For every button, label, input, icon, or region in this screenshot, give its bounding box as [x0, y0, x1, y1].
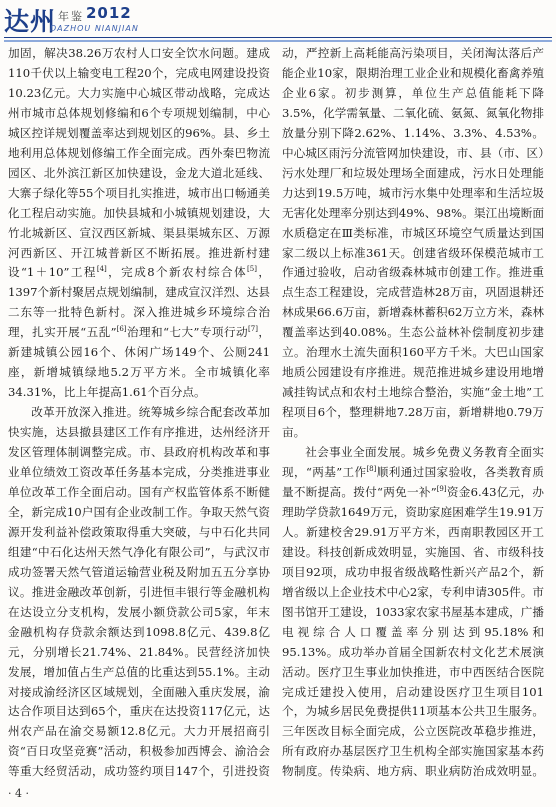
footnote-marker: [7]: [248, 325, 258, 334]
page-number: · 4 ·: [8, 787, 29, 800]
paragraph: 社会事业全面发展。城乡免费义务教育全面实现，“两基”工作[8]顺利通过国家验收，各类教育质量不断提高。拨付“两免一补”[9]资金6.43亿元，办理助学贷款1649万元，资助家庭困难学生19.91万人。新建校舍29.91万平方米，西南职教园区开工建设。科技创新成效明显，实施国、省、市级科技项目92项，成功申报省级战略性新兴产品2个，新增省级以上企业技术中心2家，专利申请305件。市图书馆开工建设，1033家农家书屋基本建成，广播电视综合人口覆盖率分别达到95.18%和95.13%。成功举办首届全国新农村文化艺术展演活动。医疗卫生事业加快推进，市中西医结合医院完成迁建投入使用，启动建设医疗卫生项目101个，为城乡居民免费提供11项基本公共卫生服务。三年医改目标全面完成，公立医院改革稳步推进，所有政府办基层医疗卫生机构全部实施国家基本药物制度。传染病、地方病、职业病防治成效明显。: [282, 445, 544, 779]
paragraph: 动，严控新上高耗能高污染项目，关闭淘汰落后产能企业10家，限期治理工业企业和规模化畜禽养殖企业6家。初步测算，单位生产总值能耗下降3.5%，化学需氧量、二氧化硫、氨氮、氮氧化物排放量分别下降2.62%、1.14%、3.3%、4.53%。中心城区雨污分流管网加快建设，市、县（市、区）污水处理厂和垃圾处理场全面建成，污水日处理能力达到19.5万吨，城市污水集中处理率和生活垃圾无害化处理率分别达到49%、98%。渠江出境断面水质稳定在Ⅲ类标准，市城区环境空气质量达到国家二级以上标准361天。创建省级环保模范城市工作通过验收，启动省级森林城市创建工作。推进重点生态工程建设，完成营造林28万亩，巩固退耕还林成果66.6万亩，新增森林蓄积62万立方米，森林覆盖率达到40.08%。生态公益林补偿制度初步建立。治理水土流失面积160平方千米。大巴山国家地质公园建设有序推进。规范推进城乡建设用地增减挂钩试点和农村土地综合整治，实施“金土地”工程项目6个，整理耕地7.28万亩，新增耕地0.79万亩。: [282, 46, 544, 440]
header-rule: [4, 37, 552, 38]
paragraph: 改革开放深入推进。统筹城乡综合配套改革加快实施，达县撤县建区工作有序推进，达州经济开发区管理体制调整完成。市、县政府机构改革和事业单位绩效工资改革任务基本完成，分类推进事业单位改革工作全面启动。国有产权监管体系不断健全，新完成10户国有企业改制工作。争取天然气资源开发利益补偿政策取得重大突破，与中石化共同组建“中石化达州天然气净化有限公司”，与武汉市成功签署天然气管道运输营业税及附加五五分享协议。推进金融改革创新，引进恒丰银行等金融机构在达设立分支机构，发展小额贷款公司5家，年末金融机构存贷款余额达到1098.8亿元、439.8亿元，分别增长21.74%、21.84%。民营经济加快发展，增加值占生产总值的比重达到55.1%。主动对接成渝经济区区域规划，全面融入重庆发展，渝达合作项目达到65个，重庆在达投资117亿元，达州农产品在渝交易额12.8亿元。大力开展招商引资“百日攻坚竞赛”活动，积极参加西博会、渝洽会等重大经贸活动，成功签约项目147个，引进投资: [8, 405, 270, 779]
footnote-marker: [5]: [247, 265, 257, 274]
footnote-marker: [4]: [96, 265, 107, 274]
footnote-marker: [6]: [116, 325, 127, 334]
running-header: [0, 0, 556, 48]
footnote-marker: [8]: [366, 465, 377, 474]
left-column: [8, 44, 270, 784]
paragraph: 加固，解决38.26万农村人口安全饮水问题。建成110千伏以上输变电工程20个，完成电网建设投资10.23亿元。大力实施中心城区带动战略，完成达州市城市总体规划修编和6个专项规划编制，中心城区控详规划覆盖率达到规划区的96%。县、乡土地利用总体规划修编工作全面完成。西外秦巴物流园区、北外滨江新区加快建设，金龙大道北延线、大寨子绿化等55个项目扎实推进，城市出口畅通美化工程启动实施。加快县城和小城镇规划建设，大竹北城新区、宣汉西区新城、渠县渠城东区、万源河西新区、开江城普新区不断拓展。推进新村建设“1＋10”工程[4]，完成8个新农村综合体[5]，1397个新村聚居点规划编制，建成宣汉洋烈、达县二东等一批特色新村。深入推进城乡环境综合治理，扎实开展“五乱”[6]治理和“七大”专项行动[7]，新建城镇公园16个、休闲广场149个、公厕241座，新增城镇绿地5.2万平方米。全市城镇化率34.31%，比上年提高1.61个百分点。: [8, 46, 270, 400]
right-column: [282, 44, 544, 784]
yearbook-english-title: DAZHOU NIANJIAN: [50, 24, 139, 33]
yearbook-year: 2012: [86, 4, 132, 22]
header-rule-accent: [4, 40, 552, 42]
yearbook-logo: 达州: [4, 7, 57, 36]
yearbook-label: 年鉴: [58, 10, 84, 23]
footnote-marker: [9]: [436, 485, 447, 494]
